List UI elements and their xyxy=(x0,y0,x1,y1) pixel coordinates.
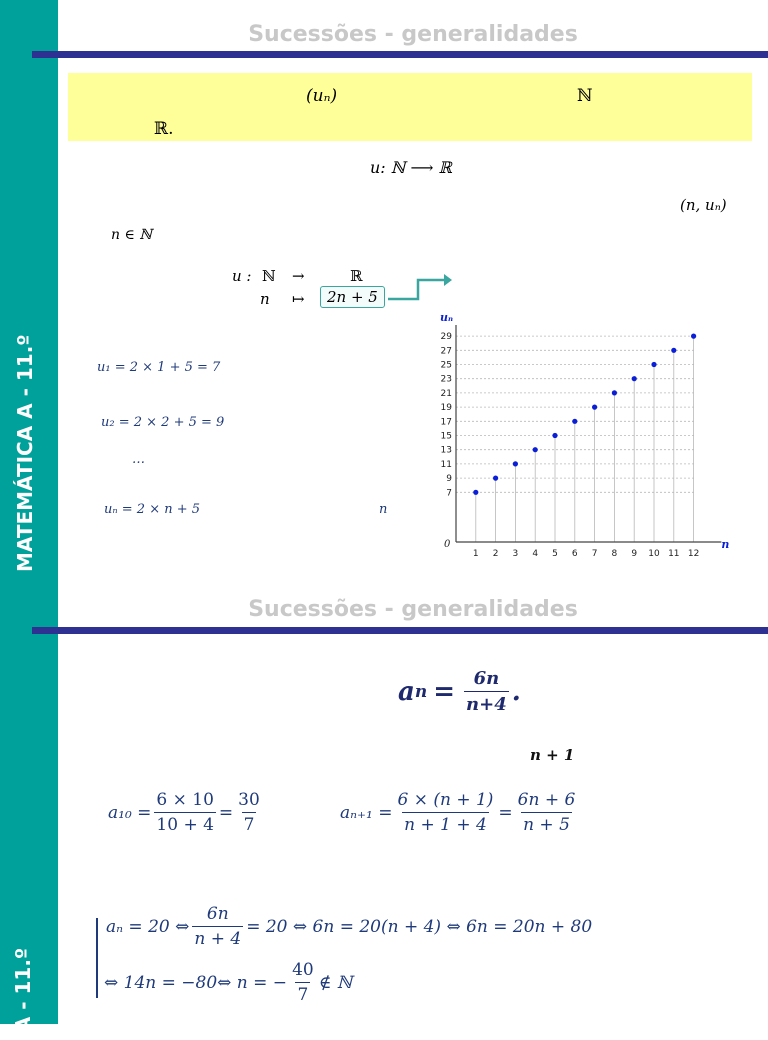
sol2-b: ∉ ℕ xyxy=(318,972,353,993)
a10-lhs: a₁₀ = xyxy=(108,802,152,823)
an1-den-1: n + 1 + 4 xyxy=(402,812,489,835)
general-term-formula xyxy=(398,668,521,715)
a10-den-2: 7 xyxy=(242,812,257,835)
y-tick-label: 17 xyxy=(440,417,452,428)
y-tick-label: 11 xyxy=(440,459,452,470)
a10-calculation xyxy=(108,790,265,835)
slide1-title: Sucessões - generalidades xyxy=(248,22,578,47)
sol1-den: n + 4 xyxy=(192,926,243,949)
x-tick-label: 6 xyxy=(571,549,578,559)
term-n-label: n xyxy=(379,502,388,517)
x-tick-label: 8 xyxy=(611,549,618,559)
sol1-num: 6n xyxy=(206,904,229,924)
sol2-fraction xyxy=(290,960,316,1005)
x-tick-label: 12 xyxy=(687,549,700,559)
func-mapsto: ↦ xyxy=(292,290,305,308)
sol2-den: 7 xyxy=(295,982,310,1005)
sidebar-label-top: MATEMÁTICA A - 11.º xyxy=(13,334,37,572)
solution-bracket xyxy=(96,918,98,998)
n-in-naturals: n ∈ ℕ xyxy=(111,227,153,243)
data-point xyxy=(513,461,518,466)
def-reals: ℝ. xyxy=(154,119,174,139)
y-tick-label: 15 xyxy=(440,431,452,442)
data-point xyxy=(651,362,656,367)
slide2-title-rule xyxy=(32,627,768,634)
an1-fraction-1 xyxy=(395,790,495,835)
a10-num-1: 6 × 10 xyxy=(156,790,214,810)
func-n: n xyxy=(260,290,270,308)
solution-line-2 xyxy=(104,960,352,1005)
formula-eq: = xyxy=(433,676,456,707)
sol2-a: ⇔ 14n = −80⇔ n = − xyxy=(104,972,288,993)
formula-den: n+4 xyxy=(464,691,509,715)
data-point xyxy=(533,447,538,452)
sidebar xyxy=(0,0,58,1033)
y-tick-label: 9 xyxy=(446,474,452,485)
term-1: u₁ = 2 × 1 + 5 = 7 xyxy=(97,360,221,375)
a10-den-1: 10 + 4 xyxy=(154,812,216,835)
func-arrow: → xyxy=(292,267,305,285)
func-u: u : xyxy=(232,267,252,285)
solution-line-1 xyxy=(106,904,592,949)
slide2-title: Sucessões - generalidades xyxy=(248,597,578,622)
data-point xyxy=(632,376,637,381)
origin-label: 0 xyxy=(444,539,451,550)
y-tick-label: 23 xyxy=(440,374,452,385)
x-tick-label: 11 xyxy=(668,549,680,559)
an1-den-2: n + 5 xyxy=(521,812,572,835)
y-tick-label: 27 xyxy=(440,346,452,357)
term-n: uₙ = 2 × n + 5 xyxy=(104,502,201,517)
sequence-chart xyxy=(436,300,736,560)
data-point xyxy=(612,390,617,395)
data-point xyxy=(572,419,577,424)
x-axis-label: n xyxy=(721,538,730,551)
y-tick-label: 13 xyxy=(440,445,452,456)
sol1-b: = 20 ⇔ 6n = 20(n + 4) ⇔ 6n = 20n + 80 xyxy=(246,916,593,937)
mapping-u-N-R: u: ℕ ⟶ ℝ xyxy=(370,158,452,177)
y-tick-label: 7 xyxy=(446,488,452,499)
x-tick-label: 3 xyxy=(512,549,519,559)
data-point xyxy=(691,334,696,339)
func-expression-box: 2n + 5 xyxy=(320,286,385,308)
y-tick-label: 19 xyxy=(440,403,452,414)
x-tick-label: 5 xyxy=(552,549,558,559)
y-tick-label: 25 xyxy=(440,360,452,371)
y-axis-label: uₙ xyxy=(440,311,454,324)
formula-end: . xyxy=(511,676,521,707)
formula-a: a xyxy=(398,676,415,707)
x-tick-label: 10 xyxy=(648,549,660,559)
func-codomain: ℝ xyxy=(350,267,363,285)
data-point xyxy=(671,348,676,353)
x-tick-label: 7 xyxy=(591,549,598,559)
data-point xyxy=(493,476,498,481)
an1-fraction-2 xyxy=(516,790,578,835)
formula-fraction xyxy=(464,668,509,715)
data-point xyxy=(592,405,597,410)
a10-fraction-2 xyxy=(236,790,262,835)
a10-eq: = xyxy=(218,802,234,823)
an1-num-2: 6n + 6 xyxy=(517,790,576,810)
x-tick-label: 1 xyxy=(472,549,479,559)
an1-eq: = xyxy=(498,802,513,823)
an1-num-1: 6 × (n + 1) xyxy=(397,790,494,810)
x-tick-label: 9 xyxy=(631,549,638,559)
data-point xyxy=(473,490,478,495)
x-tick-label: 2 xyxy=(492,549,499,559)
y-tick-label: 29 xyxy=(440,332,452,343)
sidebar-label-bottom: A - 11.º xyxy=(11,947,35,1033)
an1-lhs: aₙ₊₁ = xyxy=(340,802,393,823)
sol1-fraction xyxy=(192,904,243,949)
term-2: u₂ = 2 × 2 + 5 = 9 xyxy=(101,415,225,430)
sol1-a: aₙ = 20 ⇔ xyxy=(106,916,190,937)
n-plus-1: n + 1 xyxy=(530,746,575,764)
slide1-title-rule xyxy=(32,51,768,58)
sol2-num: 40 xyxy=(292,960,314,980)
a10-num-2: 30 xyxy=(238,790,260,810)
formula-sub: n xyxy=(414,681,428,702)
term-dots: … xyxy=(132,452,145,467)
an1-calculation xyxy=(340,790,580,835)
formula-num: 6n xyxy=(473,668,500,689)
pair-n-un: (n, uₙ) xyxy=(680,196,727,214)
x-tick-label: 4 xyxy=(532,549,539,559)
y-tick-label: 21 xyxy=(440,388,452,399)
def-naturals: ℕ xyxy=(577,86,593,106)
func-domain: ℕ xyxy=(262,267,276,285)
data-point xyxy=(552,433,557,438)
def-un: (uₙ) xyxy=(306,86,338,106)
a10-fraction-1 xyxy=(154,790,216,835)
